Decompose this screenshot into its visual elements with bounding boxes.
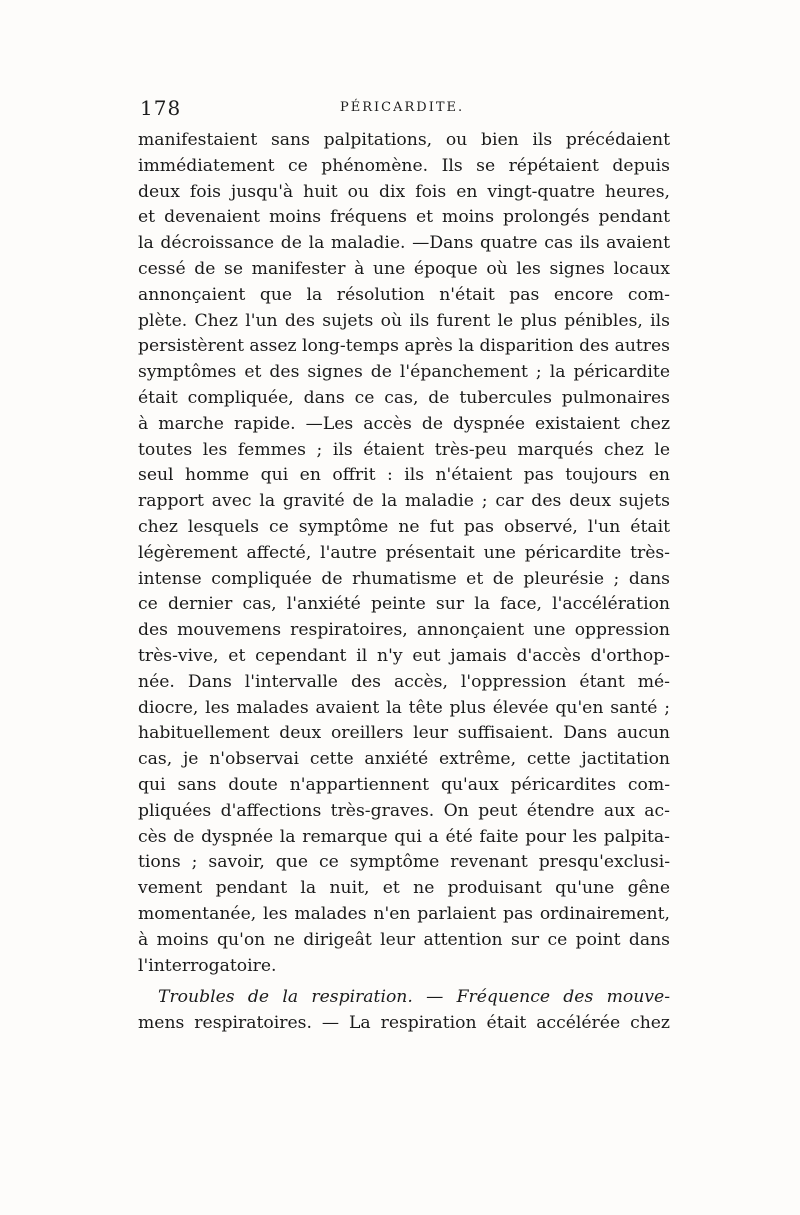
page-number: 178 — [140, 96, 182, 120]
text-line: pliquées d'affections très-graves. On peut étendre aux ac- — [138, 800, 670, 821]
text-line: diocre, les malades avaient la tête plus élevée qu'en santé ; — [138, 697, 670, 718]
text-line: symptômes et des signes de l'épanchement ; la péricardite — [138, 362, 670, 383]
body-text — [138, 128, 670, 1037]
text-line: annonçaient que la résolution n'était pas encore com- — [138, 284, 670, 305]
text-line: seul homme qui en offrit : ils n'étaient pas toujours en — [138, 465, 670, 486]
text-line: cas, je n'observai cette anxiété extrême, cette jactitation — [138, 749, 670, 770]
text-line: rapport avec la gravité de la maladie ; car des deux sujets — [138, 491, 670, 512]
text-line: intense compliquée de rhumatisme et de pleurésie ; dans — [138, 568, 670, 589]
text-line: était compliquée, dans ce cas, de tubercules pulmonaires — [138, 387, 670, 408]
text-line: à marche rapide. —Les accès de dyspnée existaient chez — [138, 413, 670, 434]
text-line: des mouvemens respiratoires, annonçaient une oppression — [138, 620, 670, 641]
text-line: très-vive, et cependant il n'y eut jamais d'accès d'orthop- — [138, 645, 670, 666]
text-line: mens respiratoires. — La respiration était accélérée chez — [138, 1013, 670, 1034]
text-line: momentanée, les malades n'en parlaient pas ordinairement, — [138, 903, 670, 924]
text-line: tions ; savoir, que ce symptôme revenant presqu'exclusi- — [138, 852, 670, 873]
text-line: ce dernier cas, l'anxiété peinte sur la face, l'accélération — [138, 594, 670, 615]
text-line: cessé de se manifester à une époque où les signes locaux — [138, 258, 670, 279]
text-line: légèrement affecté, l'autre présentait une péricardite très- — [138, 542, 670, 563]
text-line: la décroissance de la maladie. —Dans quatre cas ils avaient — [138, 233, 670, 254]
text-line: à moins qu'on ne dirigeât leur attention sur ce point dans — [138, 929, 670, 950]
page-header — [140, 96, 670, 124]
text-line: deux fois jusqu'à huit ou dix fois en vingt-quatre heures, — [138, 181, 670, 202]
text-line: manifestaient sans palpitations, ou bien ils précédaient — [138, 130, 670, 150]
text-line: chez lesquels ce symptôme ne fut pas observé, l'un était — [138, 516, 670, 537]
text-line: née. Dans l'intervalle des accès, l'oppression étant mé- — [138, 671, 670, 692]
text-line: immédiatement ce phénomène. Ils se répétaient depuis — [138, 155, 670, 176]
text-line: qui sans doute n'appartiennent qu'aux péricardites com- — [138, 774, 670, 795]
running-title: PÉRICARDITE. — [340, 100, 465, 115]
text-line: habituellement deux oreillers leur suffisaient. Dans aucun — [138, 723, 670, 744]
text-line: plète. Chez l'un des sujets où ils furent le plus pénibles, ils — [138, 310, 670, 331]
section-heading: Troubles de la respiration. — Fréquence des mouve- — [158, 987, 670, 1008]
text-line: vement pendant la nuit, et ne produisant qu'une gêne — [138, 878, 670, 899]
text-line: l'interrogatoire. — [138, 955, 277, 976]
text-line: persistèrent assez long-temps après la disparition des autres — [138, 336, 670, 357]
text-line: cès de dyspnée la remarque qui a été faite pour les palpita- — [138, 826, 670, 847]
text-line: et devenaient moins fréquens et moins prolongés pendant — [138, 207, 670, 228]
text-line: toutes les femmes ; ils étaient très-peu marqués chez le — [138, 439, 670, 460]
